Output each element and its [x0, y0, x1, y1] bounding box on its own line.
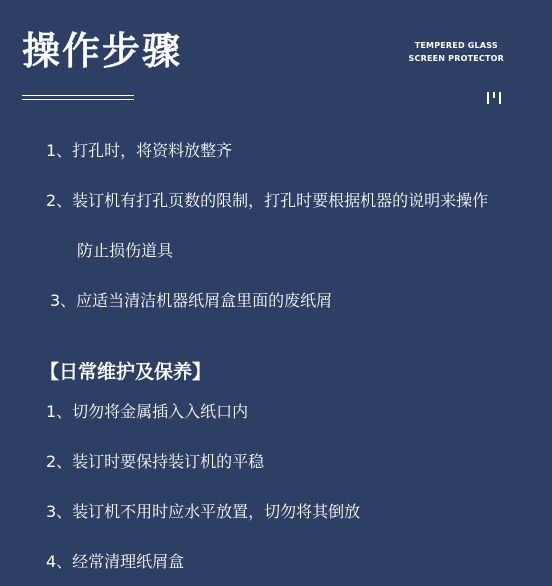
- step-item: 3、应适当清洁机器纸屑盒里面的废纸屑: [50, 291, 333, 310]
- maintenance-section-title: 【日常维护及保养】: [40, 361, 212, 383]
- maintenance-item: 1、切勿将金属插入入纸口内: [46, 402, 249, 421]
- brand-text: [409, 39, 504, 65]
- maintenance-item: 4、经常清理纸屑盒: [46, 552, 185, 571]
- step-item: 1、打孔时，将资料放整齐: [46, 141, 233, 160]
- title-underline: [22, 95, 134, 100]
- step-item: 2、装订机有打孔页数的限制，打孔时要根据机器的说明来操作: [46, 191, 489, 210]
- maintenance-item: 3、装订机不用时应水平放置，切勿将其倒放: [46, 502, 361, 521]
- page-title: 操作步骤: [22, 29, 183, 73]
- maintenance-item: 2、装订时要保持装订机的平稳: [46, 452, 265, 471]
- brand-logo-icon: [487, 92, 503, 104]
- brand-line-2: SCREEN PROTECTOR: [408, 54, 504, 63]
- brand-line-1: TEMPERED GLASS: [414, 41, 498, 50]
- step-item-continuation: 防止损伤道具: [77, 241, 174, 260]
